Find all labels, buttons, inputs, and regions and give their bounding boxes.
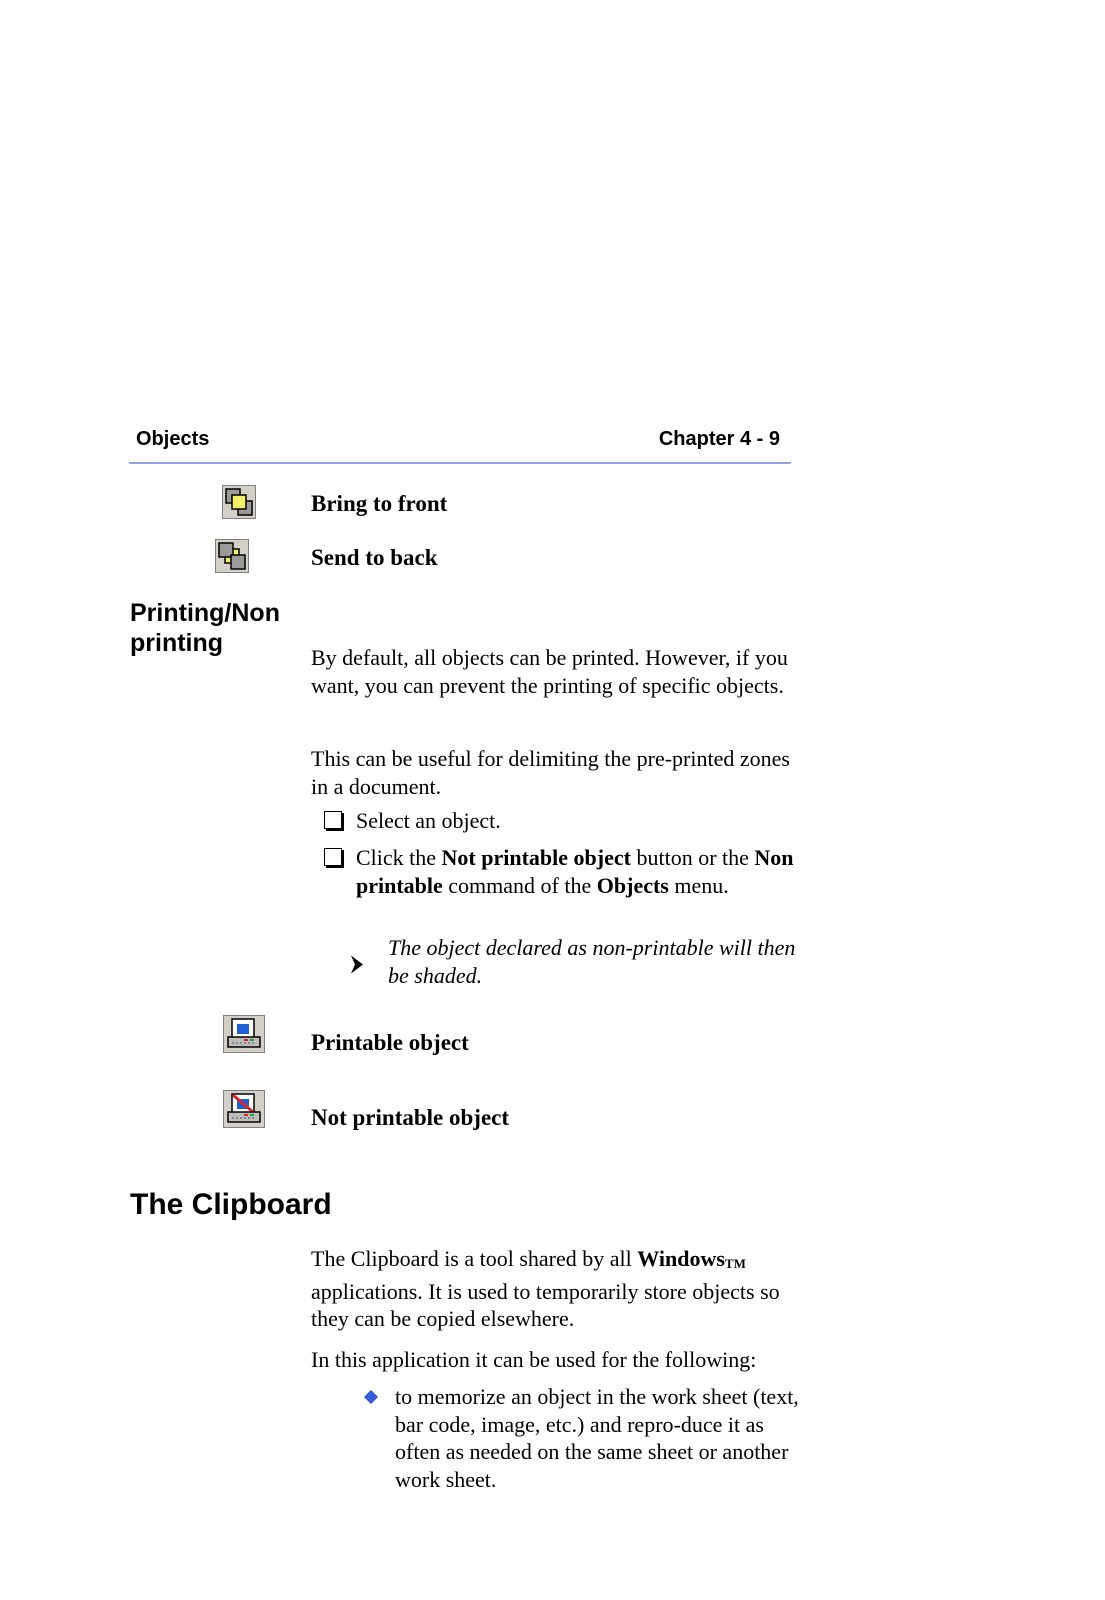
step-text: Select an object. [356, 808, 501, 833]
header-rule [129, 462, 791, 464]
send-to-back-icon [215, 539, 249, 578]
checkbox-icon [324, 811, 342, 829]
running-header-section: Objects [136, 428, 210, 450]
running-header-page: Chapter 4 - 9 [658, 428, 780, 450]
bring-to-front-icon [222, 485, 256, 524]
arrow-right-icon [350, 940, 364, 989]
diamond-bullet-icon [364, 1390, 378, 1404]
checkbox-icon [324, 848, 342, 866]
printing-para-1: By default, all objects can be printed. However, if you want, you can prevent the printing of specific objects. [311, 645, 788, 698]
step-click-button [322, 844, 802, 899]
clipboard-para-2: In this application it can be used for the following: [311, 1347, 757, 1372]
step-result [350, 934, 800, 989]
printable-object-label: Printable object [311, 1030, 469, 1055]
clipboard-para-1: The Clipboard is a tool shared by all WindowsTM applications. It is used to temporarily store objects so they can be copied elsewhere. [311, 1246, 780, 1331]
bring-to-front-label: Bring to front [311, 491, 448, 516]
printable-object-icon [223, 1015, 265, 1058]
not-printable-object-icon [223, 1090, 265, 1133]
clipboard-bullet-item [363, 1383, 803, 1493]
step-select-object [322, 807, 802, 835]
printing-heading: Printing/Non printing [130, 599, 280, 657]
printing-para-2: This can be useful for delimiting the pre-printed zones in a document. [311, 746, 790, 799]
result-text: The object declared as non-printable will then be shaded. [388, 935, 796, 988]
bullet-text: to memorize an object in the work sheet (text, bar code, image, etc.) and repro-duce it as often as needed on the same sheet or another work sheet. [395, 1384, 799, 1492]
send-to-back-label: Send to back [311, 545, 438, 570]
not-printable-object-label: Not printable object [311, 1105, 510, 1130]
step-text: Click the Not printable object button or the Non printable command of the Objects menu. [356, 845, 794, 898]
clipboard-heading: The Clipboard [130, 1188, 332, 1221]
